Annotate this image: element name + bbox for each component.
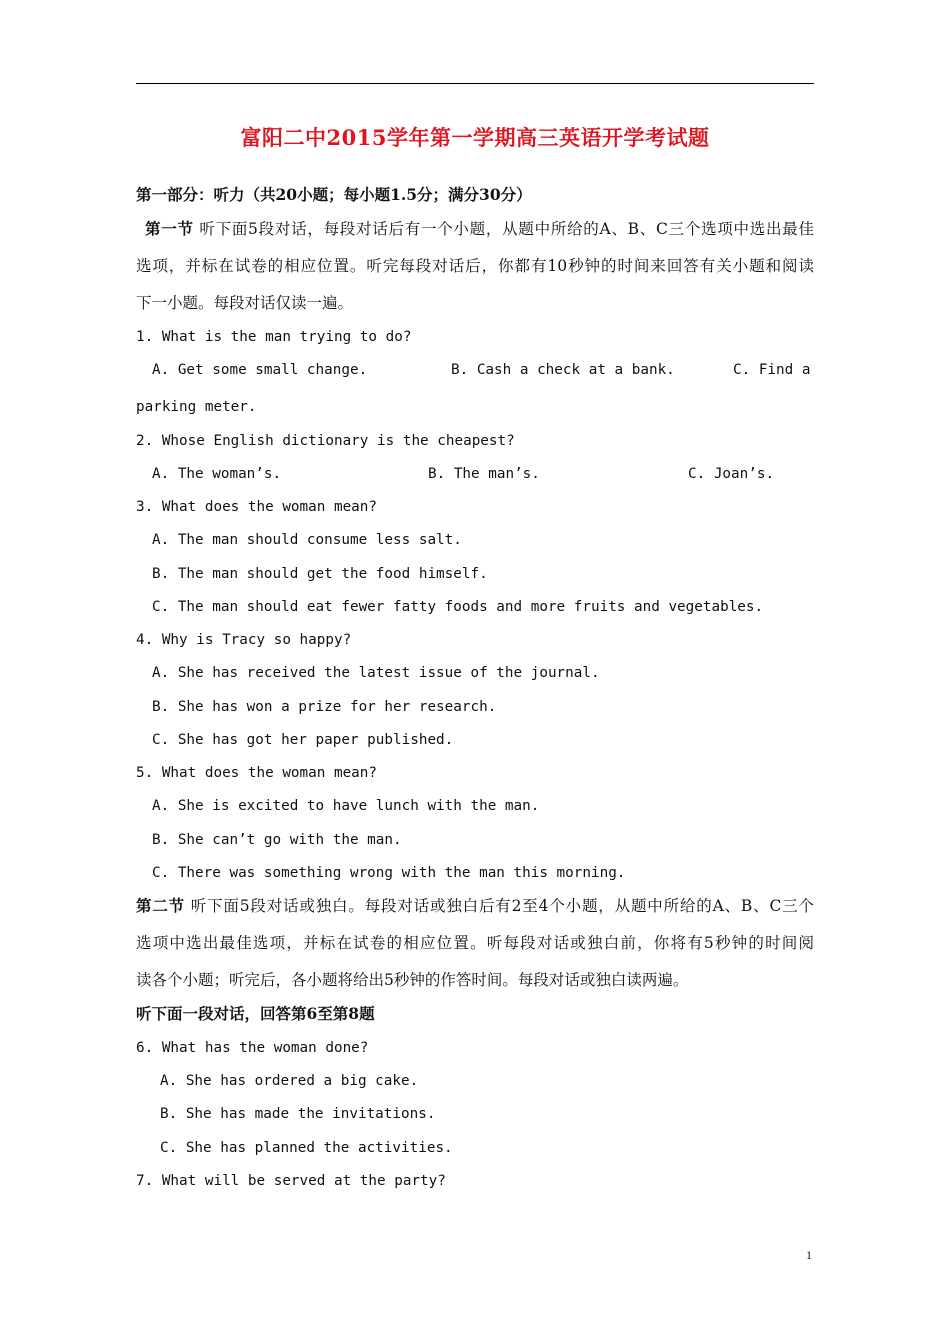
question-1-option-c-continued: parking meter. [136, 399, 257, 415]
part1-heading: 第一部分：听力（共20小题；每小题1.5分；满分30分） [136, 185, 532, 204]
page-number: 1 [806, 1248, 812, 1262]
question-1-option-a: A. Get some small change. [152, 362, 368, 378]
question-2-stem: 2. Whose English dictionary is the cheapest? [136, 433, 515, 449]
question-3-option-c: C. The man should eat fewer fatty foods and more fruits and vegetables. [152, 599, 764, 615]
section1-instruction-line1: 第一节 听下面5段对话，每段对话后有一个小题，从题中所给的A、B、C三个选项中选出最佳 [145, 219, 814, 238]
question-5-stem: 5. What does the woman mean? [136, 765, 378, 781]
section1-instruction-line3: 下一小题。每段对话仅读一遍。 [136, 294, 354, 312]
question-5-option-b: B. She can’t go with the man. [152, 832, 402, 848]
question-4-option-c: C. She has got her paper published. [152, 732, 454, 748]
section1-label: 第一节 [145, 219, 194, 238]
question-6-stem: 6. What has the woman done? [136, 1040, 369, 1056]
question-1-option-c: C. Find a [733, 362, 811, 378]
exam-title: 富阳二中2015学年第一学期高三英语开学考试题 [240, 125, 710, 150]
question-4-option-b: B. She has won a prize for her research. [152, 699, 497, 715]
question-2-option-c: C. Joan’s. [688, 466, 775, 482]
question-2-option-b: B. The man’s. [428, 466, 540, 482]
question-4-stem: 4. Why is Tracy so happy? [136, 632, 352, 648]
question-7-stem: 7. What will be served at the party? [136, 1173, 446, 1189]
subsection-heading-6-8: 听下面一段对话，回答第6至第8题 [136, 1004, 375, 1023]
section2-instruction-line3: 读各个小题；听完后，各小题将给出5秒钟的作答时间。每段对话或独白读两遍。 [136, 971, 689, 989]
question-2-option-a: A. The woman’s. [152, 466, 282, 482]
question-1-stem: 1. What is the man trying to do? [136, 329, 412, 345]
question-6-option-a: A. She has ordered a big cake. [160, 1073, 419, 1089]
question-4-option-a: A. She has received the latest issue of the journal. [152, 665, 600, 681]
question-6-option-b: B. She has made the invitations. [160, 1106, 436, 1122]
question-6-option-c: C. She has planned the activities. [160, 1140, 453, 1156]
section2-label: 第二节 [136, 896, 185, 915]
section2-instruction-line2: 选项中选出最佳选项，并标在试卷的相应位置。听每段对话或独白前，你将有5秒钟的时间阅 [136, 934, 814, 952]
question-5-option-c: C. There was something wrong with the man this morning. [152, 865, 626, 881]
question-3-option-b: B. The man should get the food himself. [152, 566, 488, 582]
section2-instruction-line1: 第二节 听下面5段对话或独白。每段对话或独白后有2至4个小题，从题中所给的A、B、C三个 [136, 896, 814, 915]
header-rule [136, 83, 814, 84]
question-5-option-a: A. She is excited to have lunch with the man. [152, 798, 540, 814]
section1-instruction-line2: 选项，并标在试卷的相应位置。听完每段对话后，你都有10秒钟的时间来回答有关小题和阅读 [136, 257, 814, 275]
question-1-option-b: B. Cash a check at a bank. [451, 362, 675, 378]
question-3-option-a: A. The man should consume less salt. [152, 532, 462, 548]
question-3-stem: 3. What does the woman mean? [136, 499, 378, 515]
